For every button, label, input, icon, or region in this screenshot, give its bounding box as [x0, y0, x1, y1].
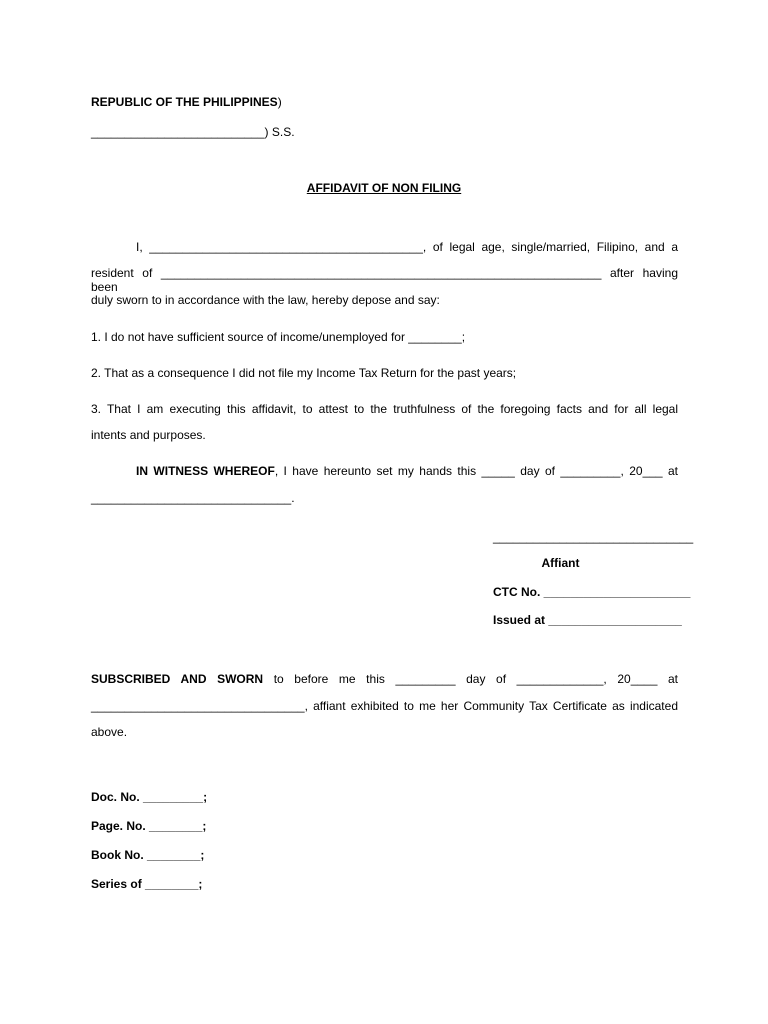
- item-2: 2. That as a consequence I did not file my Income Tax Return for the past years;: [91, 366, 517, 380]
- book-number: Book No. ________;: [91, 848, 205, 862]
- jurat-bold: SUBSCRIBED AND SWORN: [91, 672, 264, 686]
- item-3-line-2: intents and purposes.: [91, 428, 206, 442]
- intro-line-1: I, _________________________________________, of legal age, single/married, Filipino, and a: [136, 240, 678, 254]
- intro-line-3: duly sworn to in accordance with the law, hereby depose and say:: [91, 293, 440, 307]
- witness-line-1: [91, 464, 678, 478]
- jurat-line-1: [91, 672, 678, 686]
- ctc-number: CTC No. ______________________: [493, 585, 691, 599]
- doc-number: Doc. No. _________;: [91, 790, 208, 804]
- jurat-line-2: ________________________________, affiant exhibited to me her Community Tax Certificate as indicated: [91, 699, 678, 713]
- page-number: Page. No. ________;: [91, 819, 207, 833]
- signature-line: ______________________________: [493, 530, 694, 544]
- witness-line-2: ______________________________.: [91, 491, 295, 505]
- ss-line: __________________________) S.S.: [91, 125, 295, 139]
- intro-line-2: resident of __________________________________________________________________ after having been: [91, 266, 678, 294]
- witness-bold: IN WITNESS WHEREOF: [136, 464, 275, 478]
- item-1: 1. I do not have sufficient source of income/unemployed for ________;: [91, 330, 466, 344]
- item-3-line-1: 3. That I am executing this affidavit, to attest to the truthfulness of the foregoing facts and for all legal: [91, 402, 678, 416]
- witness-rest: , I have hereunto set my hands this _____ day of _________, 20___ at: [274, 464, 678, 478]
- issued-at: Issued at ____________________: [493, 613, 682, 627]
- document-title: AFFIDAVIT OF NON FILING: [306, 181, 462, 195]
- affiant-label: Affiant: [541, 556, 580, 570]
- jurat-line-3: above.: [91, 725, 128, 739]
- republic-heading: REPUBLIC OF THE PHILIPPINES): [91, 95, 282, 109]
- jurat-rest: to before me this _________ day of _____________, 20____ at: [263, 672, 679, 686]
- series-number: Series of ________;: [91, 877, 203, 891]
